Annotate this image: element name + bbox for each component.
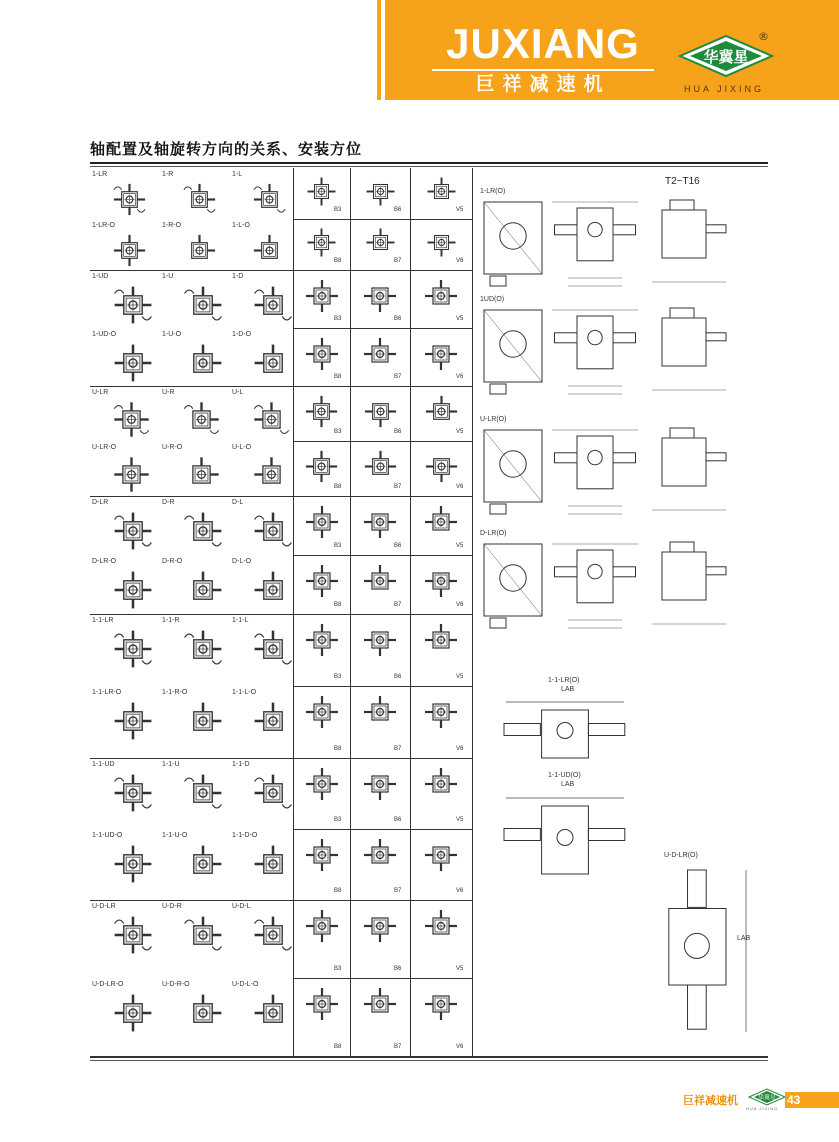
mounting-position-icon [302,502,342,542]
page-number: 43 [787,1093,801,1107]
drawing-label-1-1-ud-o: 1-1-UD(O) [548,772,581,779]
config-code: 1-1-U [162,761,180,768]
gear-config-icon [180,231,219,270]
wide-view-drawing-2 [500,788,630,878]
front-view-drawing [550,304,640,400]
mounting-code: B7 [394,484,402,490]
mounting-position-icon [421,276,461,316]
gear-config-icon [250,453,293,496]
mounting-position-icon [302,334,342,374]
mounting-position-icon [361,447,400,486]
config-code: 1-L [232,171,243,178]
gear-config-icon [250,282,296,328]
mounting-code: V6 [456,258,464,264]
gear-config-icon [250,180,289,219]
footer-brand: 巨祥减速机 [683,1094,738,1107]
config-code: 1-1-L [232,617,249,624]
tall-view-drawing [648,866,752,1036]
mounting-position-icon [421,502,461,542]
config-code: 1-1-U-O [162,832,188,839]
config-code: U-L [232,389,244,396]
mounting-position-icon [421,692,461,732]
mounting-code: V5 [456,429,464,435]
title-rule-thin [90,166,768,167]
gear-config-icon [250,626,296,672]
mounting-code: B6 [394,429,402,435]
config-code: 1-1-UD-O [92,832,123,839]
group-separator [90,614,472,615]
mounting-row-separator [293,441,472,442]
brand-rule [432,69,654,71]
mounting-code: B3 [334,674,342,680]
gear-config-icon [110,770,156,816]
gear-config-icon [110,912,156,958]
mounting-position-icon [424,225,459,260]
gear-config-icon [110,508,156,554]
gear-config-icon [180,398,223,441]
gear-config-icon [180,698,226,744]
mounting-position-icon [302,692,342,732]
gear-config-icon [110,841,156,887]
mounting-code: V6 [456,374,464,380]
footer-logo [748,1088,786,1106]
mounting-code: B7 [394,746,402,752]
page-title: 轴配置及轴旋转方向的关系、安装方位 [90,140,363,158]
dimension-lab-3: LAB [737,935,751,942]
gear-config-icon [250,698,296,744]
mounting-code: V5 [456,817,464,823]
mounting-position-icon [360,835,400,875]
logo-text-en: HUA JIXING [683,84,764,94]
mounting-position-icon [421,906,461,946]
brand-name-cn: 巨祥减速机 [475,73,611,95]
mounting-code: V6 [456,484,464,490]
mounting-position-icon [302,620,342,660]
config-code: 1-1-R [162,617,180,624]
drawing-label-d-lr-o: D-LR(O) [480,530,507,537]
config-code: 1-1-D-O [232,832,258,839]
config-code: 1-R-O [162,222,182,229]
mounting-position-icon [302,561,342,601]
mounting-code: B3 [334,966,342,972]
gear-config-icon [110,567,156,613]
top-view-drawing [480,306,546,398]
config-code: U-R-O [162,444,183,451]
grid-column-line [472,168,473,1056]
mounting-code: B3 [334,429,342,435]
mounting-code: B6 [394,543,402,549]
mounting-code: B3 [334,543,342,549]
mounting-code: B6 [394,966,402,972]
grid-column-line [410,168,411,1056]
config-code: D-LR-O [92,558,117,565]
gear-config-icon [250,398,293,441]
mounting-position-icon [361,392,400,431]
gear-config-icon [250,912,296,958]
gear-config-icon [180,567,226,613]
config-code: 1-UD-O [92,331,117,338]
mounting-code: B3 [334,316,342,322]
drawing-label-u-lr-o: U-LR(O) [480,416,507,423]
config-code: 1-1-LR-O [92,689,122,696]
gear-config-icon [250,567,296,613]
mounting-code: V6 [456,1044,464,1050]
mounting-position-icon [422,392,461,431]
series-label: T2~T16 [665,176,700,187]
mounting-position-icon [421,561,461,601]
mounting-code: B7 [394,888,402,894]
mounting-position-icon [304,174,339,209]
side-view-drawing [650,538,730,634]
mounting-position-icon [302,984,342,1024]
mounting-code: V5 [456,966,464,972]
gear-config-icon [110,398,153,441]
mounting-position-icon [302,764,342,804]
gear-config-icon [180,453,223,496]
mounting-code: B7 [394,374,402,380]
mounting-position-icon [360,561,400,601]
config-code: 1-1-L-O [232,689,257,696]
gear-config-icon [180,508,226,554]
mounting-code: B8 [334,484,342,490]
gear-config-icon [180,180,219,219]
config-code: 1-UD [92,273,109,280]
gear-config-icon [110,231,149,270]
config-code: 1-L-O [232,222,250,229]
mounting-code: B7 [394,1044,402,1050]
shaft-configuration-grid [90,168,472,1056]
mounting-code: V6 [456,746,464,752]
config-code: 1-LR [92,171,108,178]
top-view-drawing [480,198,546,290]
config-code: U-LR-O [92,444,117,451]
mounting-code: V5 [456,316,464,322]
gear-config-icon [180,912,226,958]
gear-config-icon [250,990,296,1036]
mounting-code: V5 [456,207,464,213]
mounting-row-separator [293,829,472,830]
mounting-code: B3 [334,207,342,213]
config-code: U-D-LR-O [92,981,124,988]
config-code: 1-1-LR [92,617,114,624]
config-code: U-LR [92,389,109,396]
drawing-label-1-lr-o: 1-LR(O) [480,188,506,195]
mounting-code: V5 [456,543,464,549]
gear-config-icon [110,453,153,496]
mounting-position-icon [421,835,461,875]
config-code: 1-LR-O [92,222,115,229]
mounting-position-icon [360,984,400,1024]
dimension-lab-1: LAB [561,686,575,693]
mounting-code: B6 [394,316,402,322]
dimension-lab-2: LAB [561,781,575,788]
config-code: D-L [232,499,244,506]
bottom-rule [90,1056,768,1058]
mounting-code: B8 [334,888,342,894]
config-code: 1-1-R-O [162,689,188,696]
brand-wordmark [430,22,656,95]
group-separator [90,386,472,387]
mounting-position-icon [421,620,461,660]
config-code: U-D-R [162,903,182,910]
gear-config-icon [250,508,296,554]
gear-config-icon [180,626,226,672]
drawing-label-u-d-lr-o: U-D-LR(O) [664,852,698,859]
mounting-code: B8 [334,258,342,264]
brand-name-en: JUXIANG [446,20,640,67]
side-view-drawing [650,304,730,400]
mounting-position-icon [360,334,400,374]
mounting-position-icon [360,620,400,660]
config-code: 1-U [162,273,174,280]
mounting-position-icon [302,906,342,946]
bottom-rule-thin [90,1060,768,1061]
config-code: U-L-O [232,444,252,451]
mounting-position-icon [302,447,341,486]
gear-config-icon [110,180,149,219]
gear-config-icon [110,340,156,386]
mounting-position-icon [421,334,461,374]
config-code: D-R-O [162,558,183,565]
mounting-code: B6 [394,207,402,213]
mounting-position-icon [360,906,400,946]
drawing-label-1ud-o: 1UD(O) [480,296,505,303]
config-code: D-L-O [232,558,252,565]
mounting-code: B3 [334,817,342,823]
mounting-code: B8 [334,374,342,380]
side-view-drawing [650,196,730,292]
group-separator [90,496,472,497]
mounting-position-icon [421,984,461,1024]
mounting-position-icon [302,276,342,316]
config-code: 1-R [162,171,174,178]
gear-config-icon [250,770,296,816]
mounting-code: B8 [334,602,342,608]
group-separator [90,900,472,901]
mounting-row-separator [293,978,472,979]
mounting-position-icon [363,225,398,260]
mounting-code: B7 [394,258,402,264]
mounting-position-icon [360,276,400,316]
mounting-code: V6 [456,888,464,894]
footer-logo-text: 华冀星 [757,1094,777,1102]
header-divider [377,0,381,100]
config-code: U-D-L [232,903,251,910]
mounting-position-icon [363,174,398,209]
gear-config-icon [110,282,156,328]
mounting-code: B8 [334,746,342,752]
top-view-drawing [480,540,546,632]
grid-column-line [350,168,351,1056]
registered-mark: ® [758,30,769,43]
side-view-drawing [650,424,730,520]
config-code: 1-U-O [162,331,182,338]
group-separator [90,758,472,759]
config-code: 1-D [232,273,244,280]
mounting-position-icon [360,692,400,732]
mounting-code: V6 [456,602,464,608]
config-code: D-LR [92,499,109,506]
mounting-code: V5 [456,674,464,680]
mounting-position-icon [360,502,400,542]
mounting-position-icon [422,447,461,486]
gear-config-icon [180,282,226,328]
mounting-code: B6 [394,817,402,823]
mounting-position-icon [304,225,339,260]
mounting-row-separator [293,219,472,220]
mounting-position-icon [424,174,459,209]
mounting-code: B6 [394,674,402,680]
footer-logo-en: HUA JIXING [746,1106,779,1111]
top-view-drawing [480,426,546,518]
front-view-drawing [550,196,640,292]
front-view-drawing [550,424,640,520]
mounting-row-separator [293,686,472,687]
front-view-drawing [550,538,640,634]
gear-config-icon [180,340,226,386]
gear-config-icon [250,841,296,887]
gear-config-icon [110,990,156,1036]
mounting-code: B8 [334,1044,342,1050]
group-separator [90,270,472,271]
mounting-position-icon [302,835,342,875]
config-code: D-R [162,499,175,506]
gear-config-icon [180,770,226,816]
wide-view-drawing [500,692,630,762]
title-rule [90,162,768,164]
gear-config-icon [180,841,226,887]
mounting-position-icon [302,392,341,431]
mounting-row-separator [293,555,472,556]
logo-text-cn: 华冀星 [703,48,749,66]
gear-config-icon [110,698,156,744]
gear-config-icon [250,340,296,386]
config-code: U-D-LR [92,903,116,910]
config-code: U-R [162,389,175,396]
gear-config-icon [110,626,156,672]
mounting-row-separator [293,328,472,329]
gear-config-icon [180,990,226,1036]
config-code: 1-1-UD [92,761,115,768]
mounting-code: B7 [394,602,402,608]
gear-config-icon [250,231,289,270]
config-code: 1-D-O [232,331,252,338]
mounting-position-icon [421,764,461,804]
config-code: U-D-R-O [162,981,190,988]
drawing-label-1-1-lr-o: 1-1-LR(O) [548,677,580,684]
config-code: 1-1-D [232,761,250,768]
mounting-position-icon [360,764,400,804]
config-code: U-D-L-O [232,981,259,988]
